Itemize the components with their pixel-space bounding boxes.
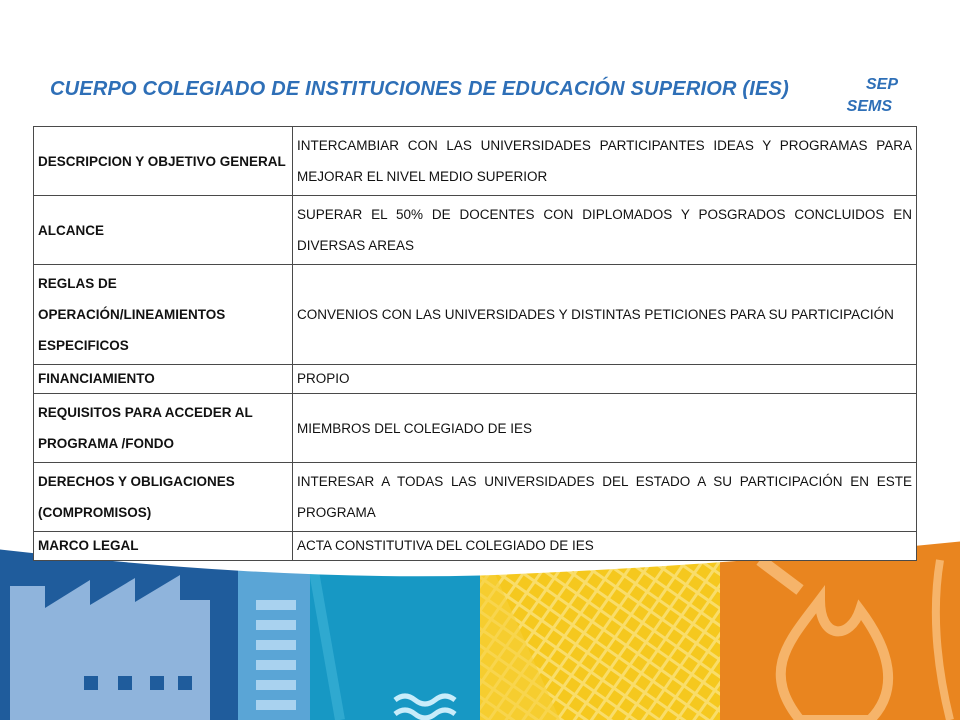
row-label: REGLAS DE OPERACIÓN/LINEAMIENTOS ESPECIFICOS xyxy=(34,265,293,365)
row-value: ACTA CONSTITUTIVA DEL COLEGIADO DE IES xyxy=(293,532,917,561)
table-row xyxy=(34,127,917,196)
row-label: DERECHOS Y OBLIGACIONES (COMPROMISOS) xyxy=(34,463,293,532)
table-row xyxy=(34,394,917,463)
row-label: MARCO LEGAL xyxy=(34,532,293,561)
row-value: CONVENIOS CON LAS UNIVERSIDADES Y DISTINTAS PETICIONES PARA SU PARTICIPACIÓN xyxy=(293,265,917,365)
row-label: FINANCIAMIENTO xyxy=(34,365,293,394)
brand-line-2: SEMS xyxy=(846,98,892,115)
row-value: INTERESAR A TODAS LAS UNIVERSIDADES DEL ESTADO A SU PARTICIPACIÓN EN ESTE PROGRAMA xyxy=(293,463,917,532)
row-value: SUPERAR EL 50% DE DOCENTES CON DIPLOMADOS Y POSGRADOS CONCLUIDOS EN DIVERSAS AREAS xyxy=(293,196,917,265)
row-label: ALCANCE xyxy=(34,196,293,265)
table-row xyxy=(34,196,917,265)
table-row xyxy=(34,265,917,365)
factory-icon xyxy=(10,575,210,720)
row-label: DESCRIPCION Y OBJETIVO GENERAL xyxy=(34,127,293,196)
table-row xyxy=(34,532,917,561)
brand-logo xyxy=(847,74,898,118)
row-label: REQUISITOS PARA ACCEDER AL PROGRAMA /FONDO xyxy=(34,394,293,463)
brand-line-1: SEP xyxy=(865,76,898,93)
page-title: CUERPO COLEGIADO DE INSTITUCIONES DE EDUCACIÓN SUPERIOR (IES) xyxy=(50,78,789,100)
table-row xyxy=(34,463,917,532)
row-value: INTERCAMBIAR CON LAS UNIVERSIDADES PARTICIPANTES IDEAS Y PROGRAMAS PARA MEJORAR EL NIVEL MEDIO SUPERIOR xyxy=(293,127,917,196)
row-value: MIEMBROS DEL COLEGIADO DE IES xyxy=(293,394,917,463)
table-row xyxy=(34,365,917,394)
program-info-table xyxy=(33,126,917,561)
row-value: PROPIO xyxy=(293,365,917,394)
